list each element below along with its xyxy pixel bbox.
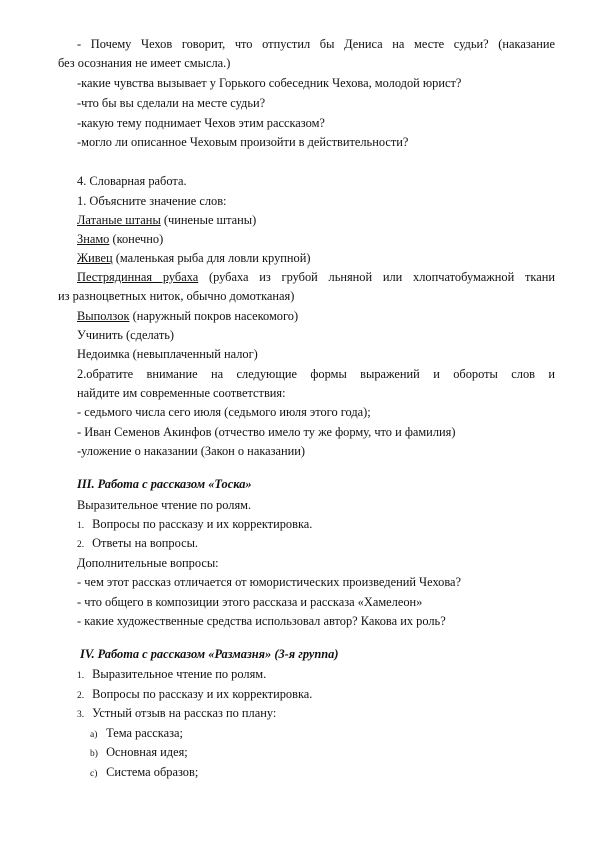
section-4-item-2 (77, 686, 312, 704)
section-3-item-2 (77, 535, 198, 553)
section-3-extra-1: - чем этот рассказ отличается от юмористических произведений Чехова? (77, 575, 462, 589)
plan-text: Основная идея; (106, 745, 188, 759)
plan-letter: b) (90, 749, 98, 759)
section-3-item-1 (77, 516, 312, 534)
vocab-word-1 (77, 212, 256, 228)
item-text: Вопросы по рассказу и их корректировка. (92, 517, 313, 531)
plan-letter: a) (90, 730, 98, 740)
vocab-word-4-cont: из разноцветных ниток, обычно домотканая) (58, 289, 295, 303)
section-4-item-1 (77, 666, 266, 684)
vocab-task-2-item-2: - Иван Семенов Акинфов (отчество имело ту же форму, что и фамилия) (77, 425, 456, 439)
vocab-word-6: Учинить (сделать) (77, 328, 175, 342)
section-3-extra-2: - что общего в композиции этого рассказа и рассказа «Хамелеон» (77, 595, 423, 609)
section-4-plan-b (90, 744, 188, 762)
item-text: Устный отзыв на рассказ по плану: (92, 706, 277, 720)
vocab-task-2: 2.обратите внимание на следующие формы выражений и обороты слов и (77, 367, 555, 381)
vocab-word-4 (77, 269, 555, 285)
vocab-term: Пестрядинная рубаха (77, 270, 199, 284)
section-3-heading: III. Работа с рассказом «Тоска» (77, 477, 252, 491)
plan-text: Система образов; (106, 765, 199, 779)
section-4-plan-c (90, 764, 198, 782)
vocab-task-2-item-3: -уложение о наказании (Закон о наказании) (77, 444, 306, 458)
section-4-plan-a (90, 725, 183, 743)
section-4-item-3 (77, 705, 276, 723)
vocab-def: (маленькая рыба для ловли крупной) (112, 251, 311, 265)
vocab-heading: 4. Словарная работа. (77, 174, 187, 188)
item-number: 3. (77, 710, 85, 720)
vocab-term: Живец (77, 251, 113, 265)
vocab-word-2 (77, 231, 163, 247)
vocab-word-5 (77, 308, 298, 324)
question-line-3: -что бы вы сделали на месте судьи? (77, 96, 266, 110)
item-number: 2. (77, 691, 85, 701)
item-text: Вопросы по рассказу и их корректировка. (92, 687, 313, 701)
vocab-def: (рубаха из грубой льняной или хлопчатобумажной ткани (198, 270, 555, 284)
item-text: Ответы на вопросы. (92, 536, 199, 550)
item-text: Выразительное чтение по ролям. (92, 667, 267, 681)
section-3-reading: Выразительное чтение по ролям. (77, 498, 252, 512)
section-3-extra-heading: Дополнительные вопросы: (77, 556, 219, 570)
plan-letter: c) (90, 769, 98, 779)
section-3-extra-3: - какие художественные средства использовал автор? Какова их роль? (77, 614, 446, 628)
vocab-def: (конечно) (109, 232, 164, 246)
vocab-task-2-cont: найдите им современные соответствия: (77, 386, 286, 400)
question-line-5: -могло ли описанное Чеховым произойти в действительности? (77, 135, 409, 149)
item-number: 1. (77, 671, 85, 681)
vocab-task-2-item-1: - седьмого числа сего июля (седьмого июля этого года); (77, 405, 371, 419)
vocab-word-7: Недоимка (невыплаченный налог) (77, 347, 258, 361)
vocab-task-1: 1. Объясните значение слов: (77, 194, 227, 208)
question-line-4: -какую тему поднимает Чехов этим рассказом? (77, 116, 325, 130)
item-number: 1. (77, 521, 85, 531)
plan-text: Тема рассказа; (106, 726, 183, 740)
vocab-def: (чиненые штаны) (160, 213, 257, 227)
question-line-2: -какие чувства вызывает у Горького собеседник Чехова, молодой юрист? (77, 76, 462, 90)
vocab-def: (наружный покров насекомого) (129, 309, 299, 323)
item-number: 2. (77, 540, 85, 550)
vocab-term: Знамо (77, 232, 110, 246)
section-4-heading: IV. Работа с рассказом «Размазня» (3-я группа) (80, 647, 339, 661)
vocab-word-3 (77, 250, 310, 266)
vocab-term: Выползок (77, 309, 130, 323)
question-line-1-cont: без осознания не имеет смысла.) (58, 56, 231, 70)
vocab-term: Латаные штаны (77, 213, 161, 227)
question-line-1: - Почему Чехов говорит, что отпустил бы Дениса на месте судьи? (наказание (77, 37, 555, 51)
